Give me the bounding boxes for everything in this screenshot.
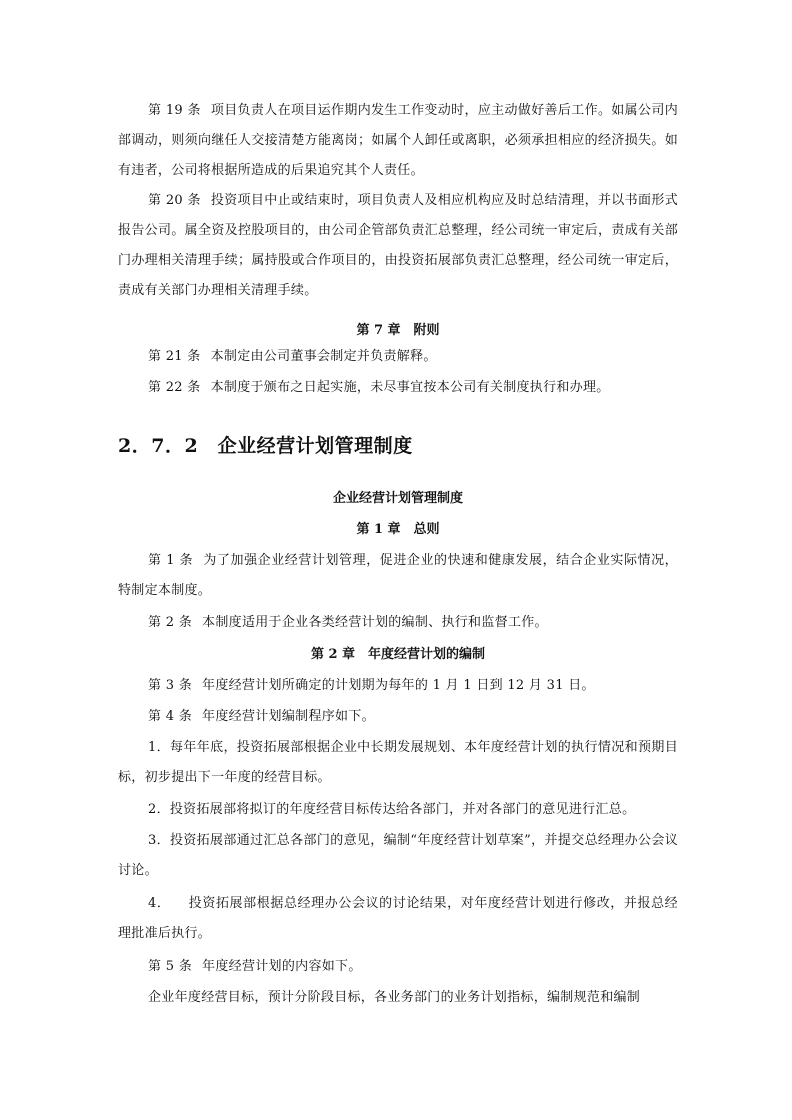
article-19 xyxy=(118,96,678,186)
article-number: 第 19 条 xyxy=(148,103,201,118)
article-4 xyxy=(118,702,678,732)
article-20 xyxy=(118,186,678,306)
list-item-1: 1．每年年底，投资拓展部根据企业中长期发展规划、本年度经营计划的执行情况和预期目标，初步提出下一年度的经营目标。 xyxy=(118,740,678,785)
article-text: 项目负责人在项目运作期内发生工作变动时，应主动做好善后工作。如属公司内部调动，则须向继任人交接清楚方能离岗；如属个人卸任或离职，必须承担相应的经济损失。如有违者，公司将根据所造成的后果追究其个人责任。 xyxy=(118,103,678,178)
article-number: 第 4 条 xyxy=(148,709,193,724)
chapter-2-heading: 第 2 章 年度经营计划的编制 xyxy=(310,647,486,662)
article-text: 本制度于颁布之日起实施，未尽事宜按本公司有关制度执行和办理。 xyxy=(210,380,610,395)
article-number: 第 5 条 xyxy=(148,959,193,974)
article-text: 投资项目中止或结束时，项目负责人及相应机构应及时总结清理，并以书面形式报告公司。属全资及控股项目的，由公司企管部负责汇总整理，经公司统一审定后，责成有关部门办理相关清理手续；属持股或合作项目的，由投资拓展部负责汇总整理，经公司统一审定后，责成有关部门办理相关清理手续。 xyxy=(118,193,678,298)
article-21 xyxy=(118,342,678,372)
list-item-3: 3．投资拓展部通过汇总各部门的意见，编制“年度经营计划草案”，并提交总经理办公会议讨论。 xyxy=(118,833,678,878)
list-item-text: 投资拓展部根据总经理办公会议的讨论结果，对年度经营计划进行修改，并报总经理批准后执行。 xyxy=(118,896,678,941)
document-title: 企业经营计划管理制度 xyxy=(332,491,463,506)
article-number: 第 20 条 xyxy=(148,193,201,208)
article-22 xyxy=(118,373,678,403)
chapter-1-heading: 第 1 章 总则 xyxy=(356,522,440,537)
list-item-4 xyxy=(118,889,678,949)
article-text: 本制定由公司董事会制定并负责解释。 xyxy=(210,349,437,364)
article-2 xyxy=(118,608,678,638)
article-text: 年度经营计划的内容如下。 xyxy=(202,959,362,974)
article-number: 第 21 条 xyxy=(148,349,201,364)
article-number: 第 3 条 xyxy=(148,678,193,693)
section-heading: 2．7．2 企业经营计划管理制度 xyxy=(118,435,413,457)
list-item-2: 2．投资拓展部将拟订的年度经营目标传达给各部门，并对各部门的意见进行汇总。 xyxy=(148,802,636,817)
article-text: 年度经营计划所确定的计划期为每年的 1 月 1 日到 12 月 31 日。 xyxy=(202,678,595,693)
article-text: 为了加强企业经营计划管理，促进企业的快速和健康发展，结合企业实际情况，特制定本制度。 xyxy=(118,553,678,598)
article-1 xyxy=(118,546,678,606)
article-number: 第 22 条 xyxy=(148,380,201,395)
article-text: 本制度适用于企业各类经营计划的编制、执行和监督工作。 xyxy=(202,615,548,630)
article-3 xyxy=(118,671,678,701)
article-number: 第 1 条 xyxy=(148,553,194,568)
article-number: 第 2 条 xyxy=(148,615,193,630)
list-item-number: 4． xyxy=(148,896,171,911)
article-text: 年度经营计划编制程序如下。 xyxy=(202,709,375,724)
chapter-7-heading: 第 7 章 附则 xyxy=(356,323,440,338)
article-5 xyxy=(118,952,678,982)
body-paragraph: 企业年度经营目标，预计分阶段目标，各业务部门的业务计划指标，编制规范和编制 xyxy=(148,990,641,1005)
